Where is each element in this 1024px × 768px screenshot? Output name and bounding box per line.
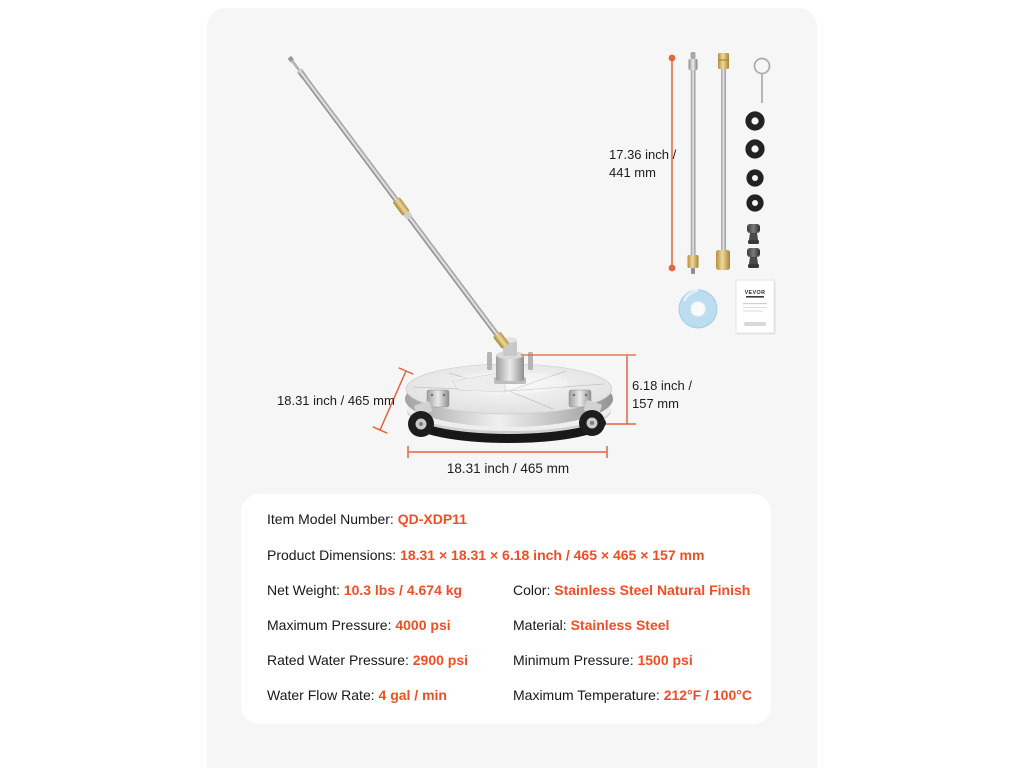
manual-brand-text: VEVOR <box>744 290 766 296</box>
pole-length-line1: 17.36 inch / <box>609 147 677 162</box>
spec-value: 4000 psi <box>395 617 451 633</box>
surface-cleaner-image <box>405 337 613 443</box>
disc-height-label <box>632 377 692 414</box>
spec-label: Item Model Number: <box>267 511 398 527</box>
spec-row-rated-minimum <box>267 652 755 670</box>
spec-value: 212°F / 100°C <box>663 687 752 703</box>
spec-label: Net Weight: <box>267 582 344 598</box>
spec-label: Color: <box>513 582 555 598</box>
extension-wand-b-image <box>716 53 730 270</box>
spec-row-weight-color <box>267 582 755 600</box>
spec-row-dimensions <box>267 547 755 565</box>
disc-width-label: 18.31 inch / 465 mm <box>446 461 570 476</box>
spec-value: 18.31 × 18.31 × 6.18 inch / 465 × 465 × 157 mm <box>400 547 705 563</box>
spec-row-flow-temperature <box>267 687 755 705</box>
disc-depth-label: 18.31 inch / 465 mm <box>277 393 395 408</box>
spec-label: Water Flow Rate: <box>267 687 379 703</box>
pole-length-line2: 441 mm <box>609 165 656 181</box>
spec-label: Maximum Temperature: <box>513 687 664 703</box>
spec-value: 10.3 lbs / 4.674 kg <box>343 582 463 598</box>
spec-value: 4 gal / min <box>378 687 447 703</box>
spec-label: Product Dimensions: <box>267 547 401 563</box>
spec-label: Material: <box>513 617 571 633</box>
disc-height-line2: 157 mm <box>632 396 679 412</box>
spray-wand-image <box>286 54 510 349</box>
spec-label: Maximum Pressure: <box>267 617 396 633</box>
spec-card <box>241 494 771 724</box>
spec-value: Stainless Steel Natural Finish <box>554 582 751 598</box>
spec-value: Stainless Steel <box>570 617 670 633</box>
extension-wand-a-image <box>688 52 699 274</box>
spec-value: 2900 psi <box>412 652 469 668</box>
spec-label: Minimum Pressure: <box>513 652 638 668</box>
spec-row-pressure-material <box>267 617 755 635</box>
spray-nozzles-image <box>747 224 760 268</box>
spec-cell <box>513 617 669 633</box>
spec-cell <box>513 582 750 598</box>
spec-cell <box>513 687 752 703</box>
spec-value: QD-XDP11 <box>397 511 467 527</box>
spec-cell <box>513 652 693 668</box>
dim-disc-width <box>408 446 607 458</box>
spec-row-model <box>267 511 755 529</box>
pole-length-label <box>609 146 676 183</box>
disc-height-line1: 6.18 inch / <box>632 378 692 393</box>
o-rings-image <box>748 114 761 208</box>
nozzle-cleaning-pin-image <box>755 59 770 104</box>
user-manual-image <box>736 280 776 335</box>
thread-seal-tape-image <box>679 290 717 328</box>
spec-value: 1500 psi <box>637 652 693 668</box>
spec-label: Rated Water Pressure: <box>267 652 413 668</box>
